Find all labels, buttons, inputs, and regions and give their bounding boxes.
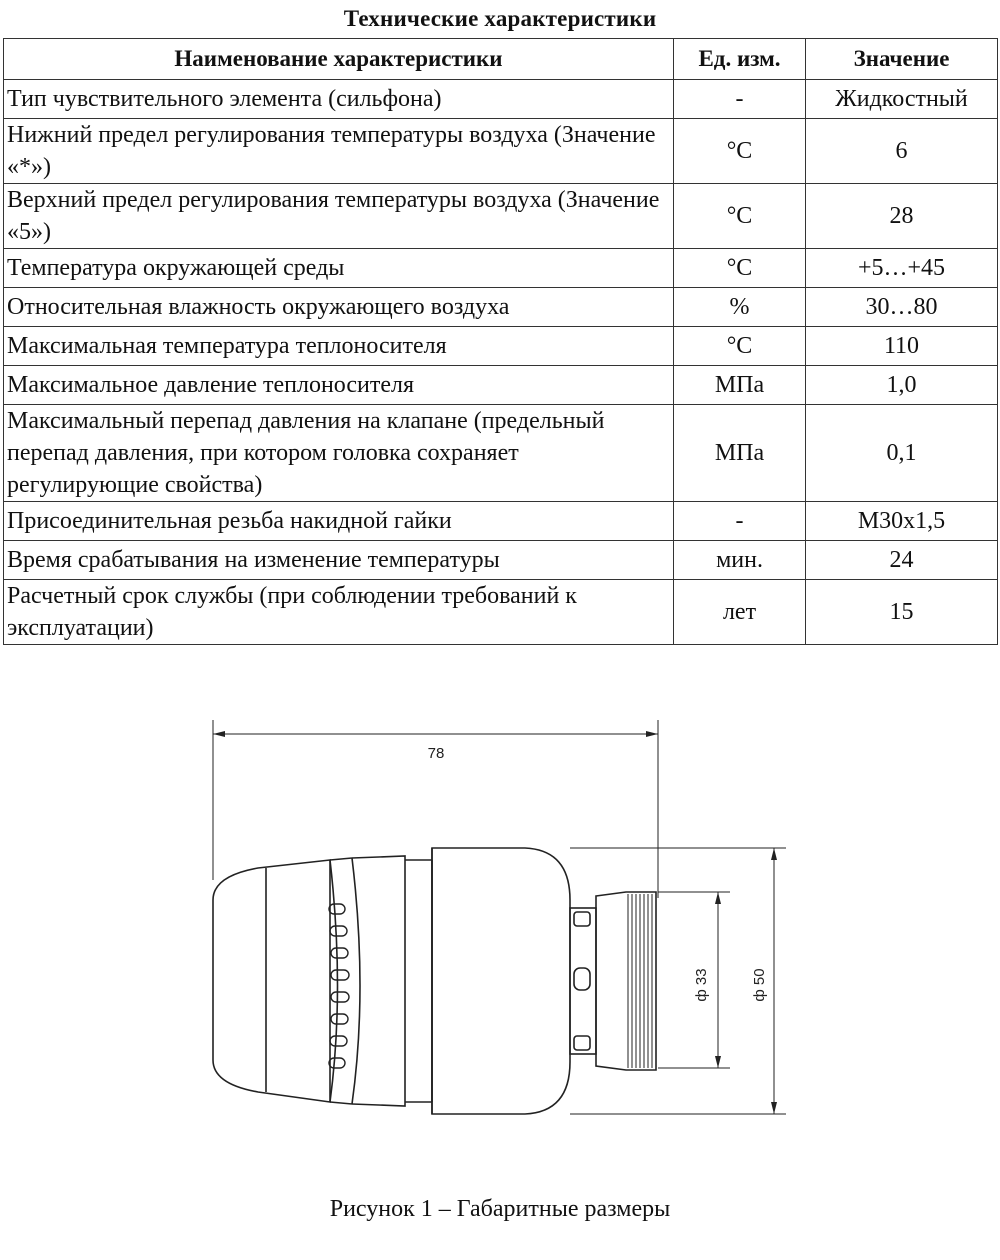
row-name: Температура окружающей среды (4, 249, 674, 288)
row-value: Жидкостный (806, 80, 998, 119)
table-row (4, 366, 998, 405)
row-value: 30…80 (806, 288, 998, 327)
housing-shape (432, 848, 570, 1114)
dim-nut-diameter-label: ф 33 (693, 968, 710, 1002)
row-name: Максимальный перепад давления на клапане (предельный перепад давления, при котором головка сохраняет регулирующие свойства) (4, 405, 674, 502)
dimension-drawing (0, 700, 1000, 1180)
row-name: Время срабатывания на изменение температуры (4, 541, 674, 580)
row-value: 0,1 (806, 405, 998, 502)
row-unit: °С (674, 184, 806, 249)
dim-length-label: 78 (427, 745, 445, 762)
nut-shape (596, 892, 656, 1070)
row-unit: °С (674, 249, 806, 288)
row-value: +5…+45 (806, 249, 998, 288)
row-unit: МПа (674, 366, 806, 405)
row-value: 6 (806, 119, 998, 184)
row-unit: - (674, 502, 806, 541)
row-value: M30x1,5 (806, 502, 998, 541)
row-value: 28 (806, 184, 998, 249)
row-name: Максимальная температура теплоносителя (4, 327, 674, 366)
table-row (4, 405, 998, 502)
row-name: Верхний предел регулирования температуры воздуха (Значение «5») (4, 184, 674, 249)
table-row (4, 184, 998, 249)
row-unit: мин. (674, 541, 806, 580)
row-name: Относительная влажность окружающего воздуха (4, 288, 674, 327)
table-row (4, 327, 998, 366)
row-value: 110 (806, 327, 998, 366)
table-row (4, 119, 998, 184)
row-name: Тип чувствительного элемента (сильфона) (4, 80, 674, 119)
row-unit: % (674, 288, 806, 327)
table-row (4, 249, 998, 288)
spec-table (3, 38, 998, 645)
table-title: Технические характеристики (343, 6, 657, 31)
row-value: 1,0 (806, 366, 998, 405)
header-unit: Ед. изм. (674, 39, 806, 80)
row-name: Нижний предел регулирования температуры воздуха (Значение «*») (4, 119, 674, 184)
header-name: Наименование характеристики (4, 39, 674, 80)
row-value: 15 (806, 580, 998, 645)
table-header-row (4, 39, 998, 80)
table-row (4, 541, 998, 580)
row-name: Присоединительная резьба накидной гайки (4, 502, 674, 541)
row-unit: лет (674, 580, 806, 645)
table-row (4, 502, 998, 541)
row-name: Расчетный срок службы (при соблюдении требований к эксплуатации) (4, 580, 674, 645)
row-name: Максимальное давление теплоносителя (4, 366, 674, 405)
table-row (4, 288, 998, 327)
row-unit: °С (674, 327, 806, 366)
row-unit: - (674, 80, 806, 119)
table-row (4, 580, 998, 645)
knob-cap-shape (213, 860, 330, 1102)
row-unit: °С (674, 119, 806, 184)
figure-caption: Рисунок 1 – Габаритные размеры (329, 1196, 671, 1222)
header-value: Значение (806, 39, 998, 80)
row-value: 24 (806, 541, 998, 580)
row-unit: МПа (674, 405, 806, 502)
table-row (4, 80, 998, 119)
dim-body-diameter-label: ф 50 (751, 968, 768, 1002)
